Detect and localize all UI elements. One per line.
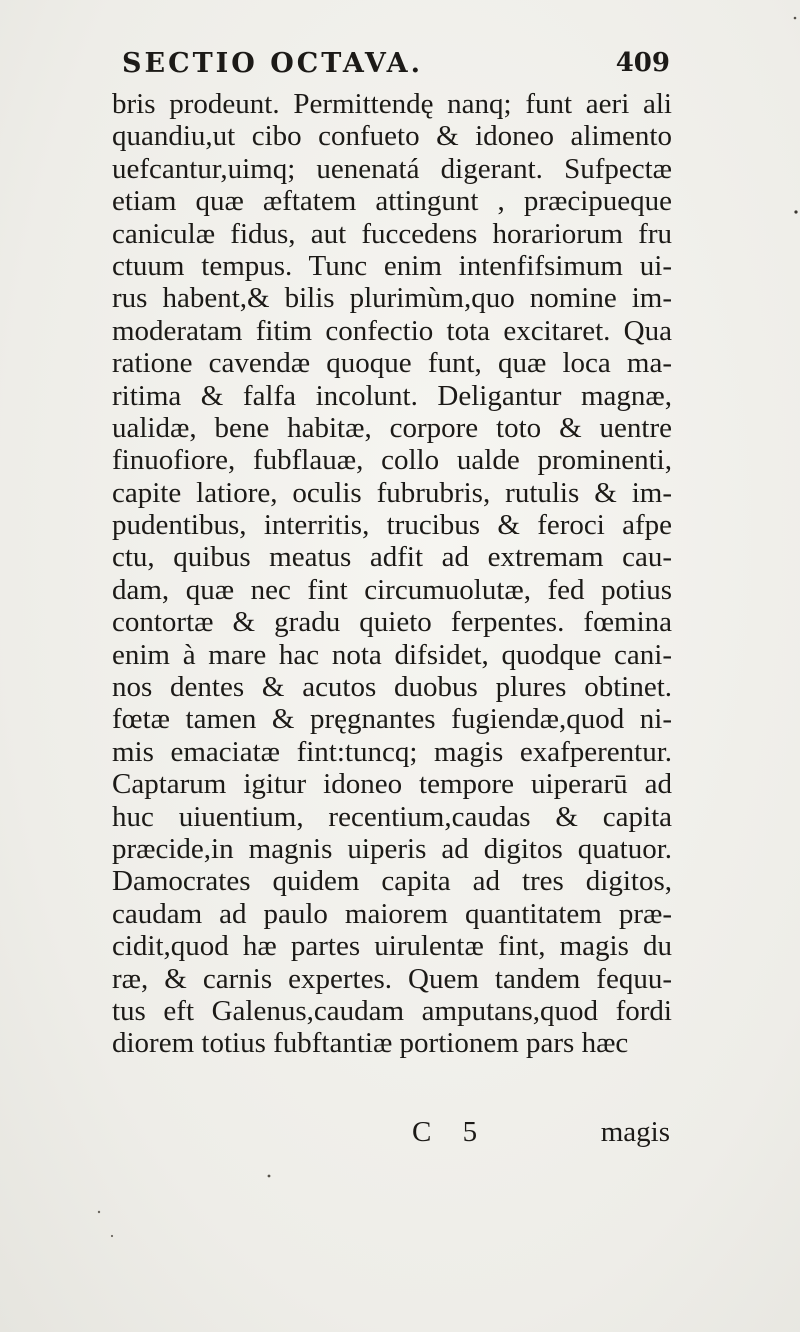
text-line: ræ, & carnis expertes. Quem tandem fequu-: [112, 962, 672, 995]
running-head: SECTIO OCTAVA.: [122, 48, 424, 79]
text-line: ritima & falfa incolunt. Deligantur magnæ,: [112, 379, 672, 412]
text-line: contortæ & gradu quieto ferpentes. fœmina: [112, 606, 672, 639]
text-line: ratione cavendæ quoque funt, quæ loca ma-: [112, 347, 672, 380]
text-line: caniculæ fidus, aut fuccedens horariorum fru: [112, 217, 672, 250]
text-line: etiam quæ æftatem attingunt , præcipueque: [112, 185, 672, 218]
text-line: tus eft Galenus,caudam amputans,quod fordi: [112, 994, 672, 1027]
text-line: dam, quæ nec fint circumuolutæ, fed potius: [112, 573, 672, 606]
text-line: fœtæ tamen & pręgnantes fugiendæ,quod ni-: [112, 703, 672, 736]
text-line: diorem totius fubftantiæ portionem pars hæc: [112, 1027, 629, 1060]
text-line: nos dentes & acutos duobus plures obtinet.: [112, 671, 672, 704]
text-line: huc uiuentium, recentium,caudas & capita: [112, 800, 672, 833]
text-line: finuofiore, fubflauæ, collo ualde prominenti,: [112, 444, 672, 477]
text-line: rus habent,& bilis plurimùm,quo nomine im-: [112, 282, 672, 315]
text-line: ctuum tempus. Tunc enim intenfifsimum ui-: [112, 249, 672, 282]
text-line: quandiu,ut cibo confueto & idoneo alimento: [112, 120, 672, 153]
text-line: ctu, quibus meatus adfit ad extremam cau-: [112, 541, 672, 574]
catchword: magis: [600, 1116, 670, 1148]
text-line: præcide,in magnis uiperis ad digitos quatuor.: [112, 832, 672, 865]
text-line: moderatam fitim confectio tota excitaret. Qua: [112, 314, 672, 347]
page-number: 409: [615, 48, 670, 78]
text-line: enim à mare hac nota difsidet, quodque cani-: [112, 638, 672, 671]
text-line: uefcantur,uimq; uenenatá digerant. Sufpectæ: [112, 152, 672, 185]
text-line: bris prodeunt. Permittendę nanq; funt aeri ali: [112, 88, 672, 120]
text-line: pudentibus, interritis, trucibus & feroci afpe: [112, 509, 672, 542]
signature-mark: C 5: [412, 1116, 490, 1148]
text-line: caudam ad paulo maiorem quantitatem præ-: [112, 897, 672, 930]
text-line: Captarum igitur idoneo tempore uiperarū ad: [112, 768, 672, 801]
text-line: cidit,quod hæ partes uirulentæ fint, magis du: [112, 930, 672, 963]
text-line: ualidæ, bene habitæ, corpore toto & uentre: [112, 411, 672, 444]
text-line: Damocrates quidem capita ad tres digitos,: [112, 865, 672, 898]
text-line: mis emaciatæ fint:tuncq; magis exafperentur.: [112, 735, 672, 768]
text-line: capite latiore, oculis fubrubris, rutulis & im-: [112, 476, 672, 509]
